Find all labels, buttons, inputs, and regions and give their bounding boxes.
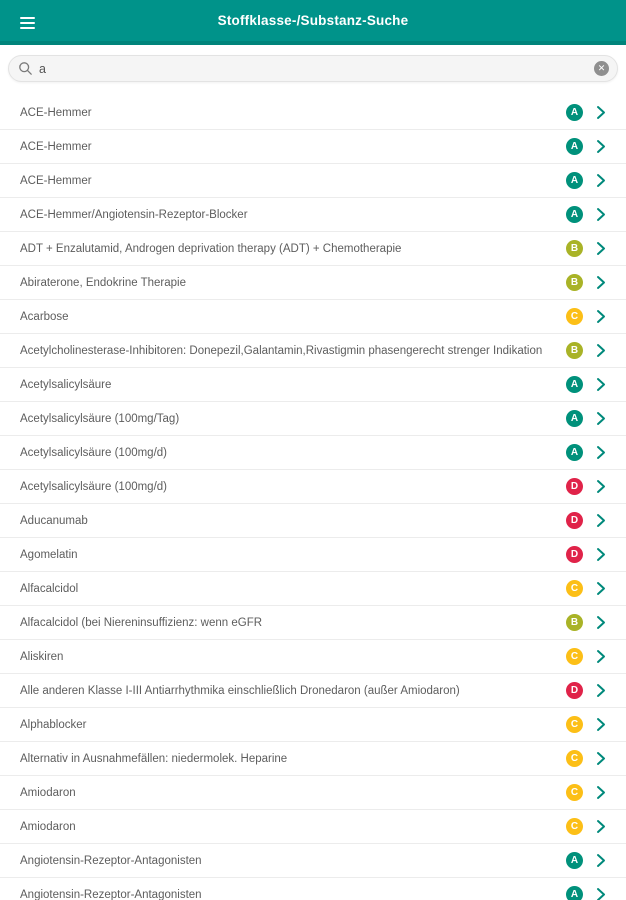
substance-label: Amiodaron <box>20 820 76 833</box>
list-item[interactable] <box>0 300 626 334</box>
substance-label: Acetylsalicylsäure (100mg/d) <box>20 480 168 493</box>
substance-label: Agomelatin <box>20 548 78 561</box>
substance-label: Abiraterone, Endokrine Therapie <box>20 276 187 289</box>
list-item[interactable] <box>0 334 626 368</box>
chevron-right-icon <box>596 751 606 766</box>
grade-badge: B <box>566 342 583 359</box>
chevron-right-icon <box>596 377 606 392</box>
grade-badge: A <box>566 104 583 121</box>
grade-badge: A <box>566 444 583 461</box>
list-item[interactable] <box>0 844 626 878</box>
list-item[interactable] <box>0 878 626 900</box>
grade-badge: A <box>566 206 583 223</box>
chevron-right-icon <box>596 581 606 596</box>
grade-badge: A <box>566 172 583 189</box>
substance-label: Acetylsalicylsäure (100mg/Tag) <box>20 412 180 425</box>
list-item[interactable] <box>0 164 626 198</box>
grade-badge: A <box>566 886 583 900</box>
grade-badge: B <box>566 274 583 291</box>
list-item[interactable] <box>0 640 626 674</box>
chevron-right-icon <box>596 717 606 732</box>
substance-label: Angiotensin-Rezeptor-Antagonisten <box>20 888 202 900</box>
chevron-right-icon <box>596 445 606 460</box>
substance-label: Alfacalcidol <box>20 582 79 595</box>
hamburger-icon <box>20 17 35 20</box>
list-item[interactable] <box>0 776 626 810</box>
chevron-right-icon <box>596 547 606 562</box>
substance-label: Alfacalcidol (bei Niereninsuffizienz: wenn eGFR <box>20 616 263 629</box>
substance-label: Aducanumab <box>20 514 88 527</box>
search-query-text: a <box>39 61 46 76</box>
chevron-right-icon <box>596 513 606 528</box>
grade-badge: A <box>566 138 583 155</box>
search-bar-container <box>0 45 626 96</box>
grade-badge: C <box>566 648 583 665</box>
grade-badge: B <box>566 614 583 631</box>
grade-badge: C <box>566 818 583 835</box>
substance-label: Aliskiren <box>20 650 64 663</box>
list-item[interactable] <box>0 674 626 708</box>
page-title: Stoffklasse-/Substanz-Suche <box>217 13 409 28</box>
substance-label: Alternativ in Ausnahmefällen: niedermolek. Heparine <box>20 752 288 765</box>
list-item[interactable] <box>0 96 626 130</box>
app-header <box>0 0 626 45</box>
grade-badge: D <box>566 512 583 529</box>
substance-label: ADT + Enzalutamid, Androgen deprivation therapy (ADT) + Chemotherapie <box>20 242 402 255</box>
chevron-right-icon <box>596 343 606 358</box>
chevron-right-icon <box>596 649 606 664</box>
chevron-right-icon <box>596 819 606 834</box>
list-item[interactable] <box>0 198 626 232</box>
chevron-right-icon <box>596 105 606 120</box>
substance-label: Alphablocker <box>20 718 87 731</box>
chevron-right-icon <box>596 207 606 222</box>
grade-badge: D <box>566 682 583 699</box>
chevron-right-icon <box>596 887 606 900</box>
grade-badge: A <box>566 376 583 393</box>
list-item[interactable] <box>0 810 626 844</box>
substance-label: Acetylsalicylsäure <box>20 378 112 391</box>
chevron-right-icon <box>596 139 606 154</box>
search-input[interactable] <box>8 55 618 82</box>
substance-label: Amiodaron <box>20 786 76 799</box>
chevron-right-icon <box>596 615 606 630</box>
substance-label: Acarbose <box>20 310 69 323</box>
chevron-right-icon <box>596 683 606 698</box>
grade-badge: D <box>566 546 583 563</box>
search-icon <box>18 61 33 76</box>
grade-badge: C <box>566 580 583 597</box>
list-item[interactable] <box>0 436 626 470</box>
list-item[interactable] <box>0 368 626 402</box>
grade-badge: B <box>566 240 583 257</box>
substance-label: Acetylsalicylsäure (100mg/d) <box>20 446 168 459</box>
list-item[interactable] <box>0 470 626 504</box>
chevron-right-icon <box>596 173 606 188</box>
chevron-right-icon <box>596 309 606 324</box>
list-item[interactable] <box>0 606 626 640</box>
clear-search-icon[interactable]: ✕ <box>594 61 609 76</box>
list-item[interactable] <box>0 708 626 742</box>
grade-badge: D <box>566 478 583 495</box>
hamburger-menu-button[interactable] <box>12 8 42 38</box>
list-item[interactable] <box>0 538 626 572</box>
list-item[interactable] <box>0 232 626 266</box>
grade-badge: C <box>566 716 583 733</box>
grade-badge: A <box>566 410 583 427</box>
grade-badge: C <box>566 784 583 801</box>
chevron-right-icon <box>596 411 606 426</box>
substance-label: Angiotensin-Rezeptor-Antagonisten <box>20 854 202 867</box>
grade-badge: C <box>566 308 583 325</box>
list-item[interactable] <box>0 742 626 776</box>
chevron-right-icon <box>596 853 606 868</box>
substance-label: ACE-Hemmer <box>20 106 92 119</box>
list-item[interactable] <box>0 130 626 164</box>
grade-badge: A <box>566 852 583 869</box>
grade-badge: C <box>566 750 583 767</box>
list-item[interactable] <box>0 266 626 300</box>
chevron-right-icon <box>596 241 606 256</box>
chevron-right-icon <box>596 785 606 800</box>
chevron-right-icon <box>596 275 606 290</box>
substance-list <box>0 96 626 900</box>
list-item[interactable] <box>0 572 626 606</box>
list-item[interactable] <box>0 402 626 436</box>
substance-label: Alle anderen Klasse I-III Antiarrhythmika einschließlich Dronedaron (außer Amiodaron) <box>20 684 460 697</box>
substance-label: ACE-Hemmer <box>20 174 92 187</box>
chevron-right-icon <box>596 479 606 494</box>
substance-label: ACE-Hemmer/Angiotensin-Rezeptor-Blocker <box>20 208 248 221</box>
substance-label: ACE-Hemmer <box>20 140 92 153</box>
substance-label: Acetylcholinesterase-Inhibitoren: Donepezil,Galantamin,Rivastigmin phasengerecht strenger Indikation <box>20 344 543 357</box>
list-item[interactable] <box>0 504 626 538</box>
